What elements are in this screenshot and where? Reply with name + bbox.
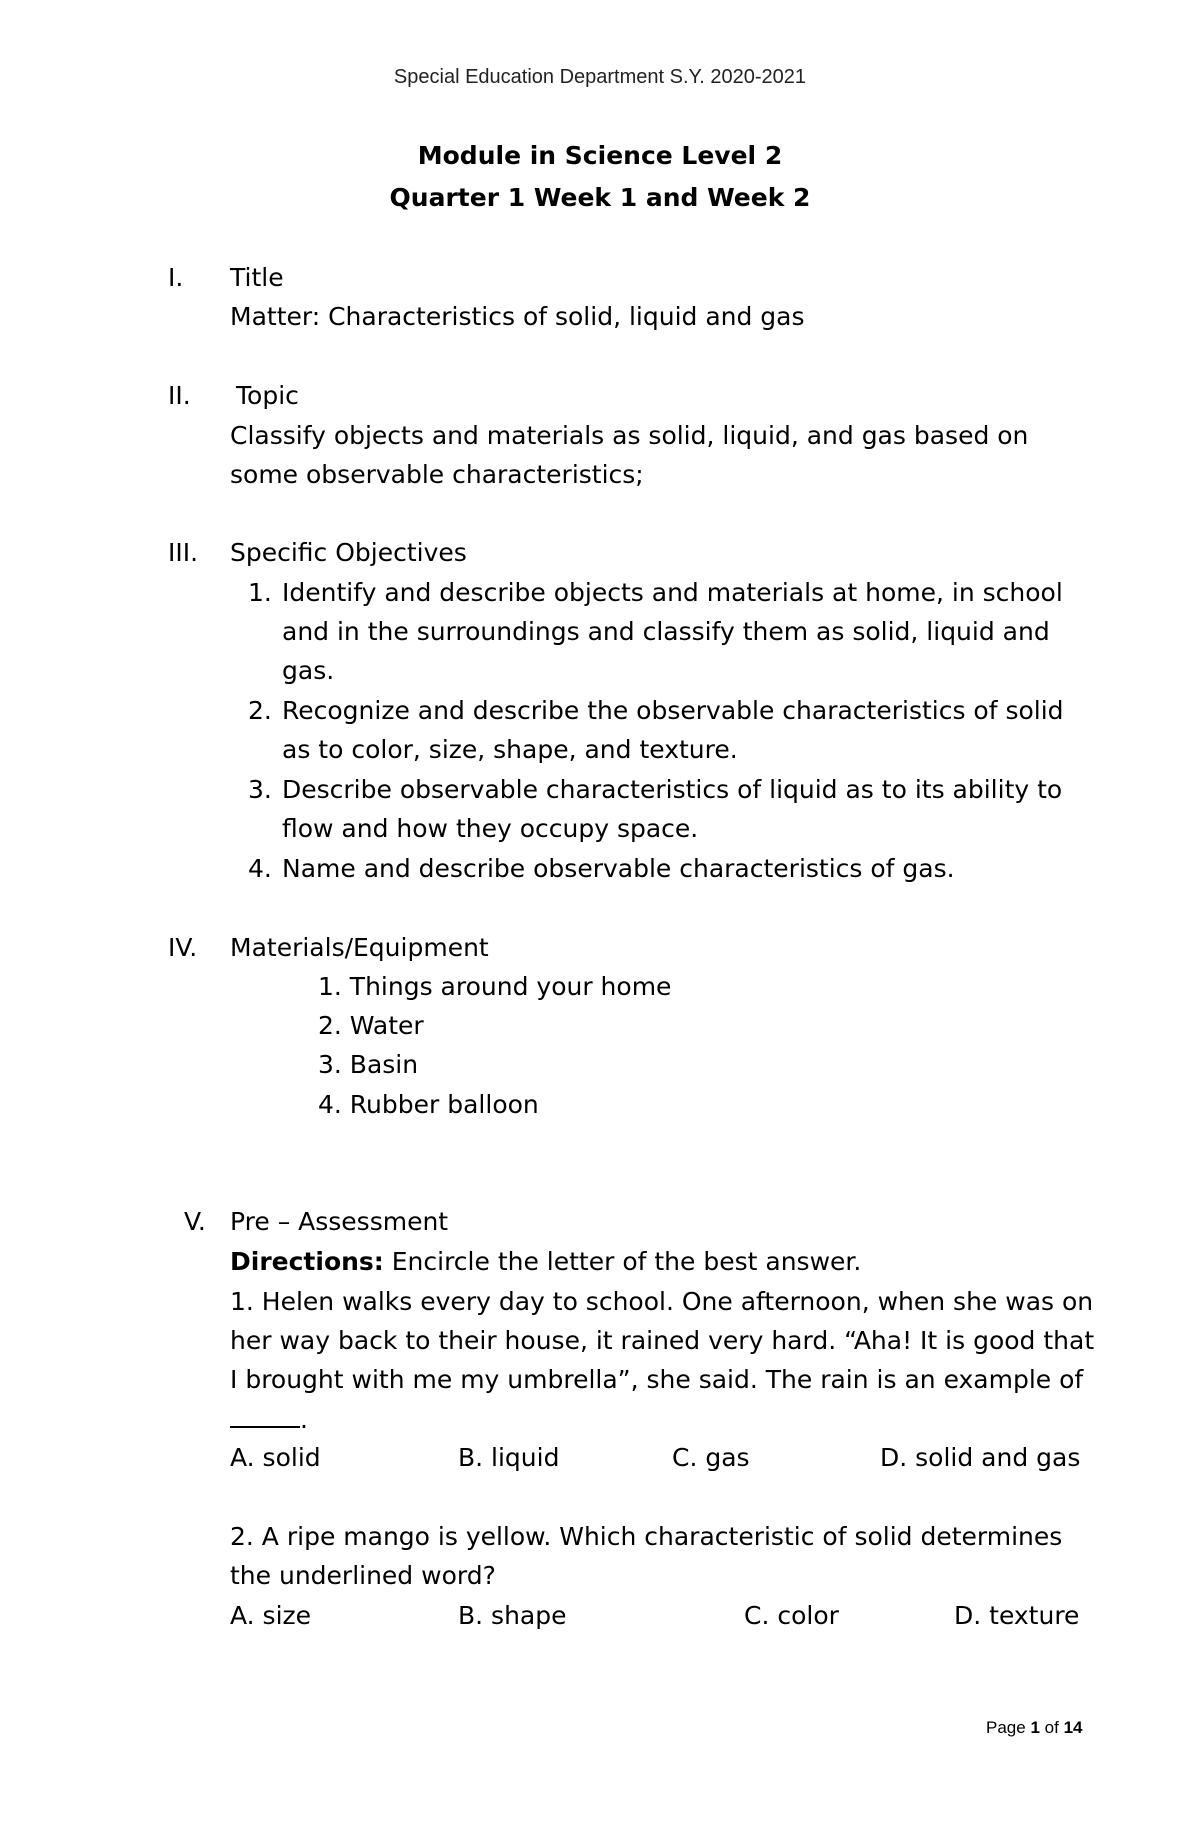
page-header: Special Education Department S.Y. 2020-2021 bbox=[393, 66, 807, 88]
question-1-blank bbox=[230, 1404, 308, 1434]
objective-number: 2. bbox=[248, 696, 272, 725]
q1-option-c: C. gas bbox=[672, 1443, 750, 1472]
section-number: III. bbox=[168, 538, 199, 567]
section-number: II. bbox=[168, 381, 191, 410]
q2-option-d: D. texture bbox=[954, 1601, 1080, 1630]
section-heading-preassessment: Pre – Assessment bbox=[230, 1207, 449, 1236]
section-number: V. bbox=[184, 1207, 206, 1236]
material-item: 3. Basin bbox=[318, 1050, 419, 1079]
topic-line: Classify objects and materials as solid, liquid, and gas based on bbox=[230, 421, 1029, 450]
page-number-footer bbox=[986, 1718, 1082, 1738]
objective-number: 1. bbox=[248, 578, 272, 607]
objective-number: 3. bbox=[248, 775, 272, 804]
objective-line: Identify and describe objects and materials at home, in school bbox=[282, 578, 1063, 607]
objective-line: flow and how they occupy space. bbox=[282, 814, 699, 843]
q2-option-b: B. shape bbox=[458, 1601, 567, 1630]
blank-period: . bbox=[300, 1405, 308, 1434]
question-1-line: I brought with me my umbrella”, she said. The rain is an example of bbox=[230, 1365, 1084, 1394]
page-total: 14 bbox=[1063, 1718, 1083, 1737]
objective-line: Describe observable characteristics of liquid as to its ability to bbox=[282, 775, 1063, 804]
q1-option-b: B. liquid bbox=[458, 1443, 560, 1472]
question-1-line: her way back to their house, it rained very hard. “Aha! It is good that bbox=[230, 1326, 1095, 1355]
q1-option-a: A. solid bbox=[230, 1443, 321, 1472]
section-number: I. bbox=[168, 263, 184, 292]
page-of-label: of bbox=[1044, 1718, 1059, 1737]
material-item: 4. Rubber balloon bbox=[318, 1090, 539, 1119]
directions-text: Encircle the letter of the best answer. bbox=[383, 1247, 862, 1276]
directions-label: Directions: bbox=[230, 1247, 384, 1276]
objective-line: Name and describe observable characteristics of gas. bbox=[282, 854, 955, 883]
objective-number: 4. bbox=[248, 854, 272, 883]
answer-blank bbox=[230, 1404, 300, 1428]
section-heading-materials: Materials/Equipment bbox=[230, 933, 489, 962]
question-2-line: 2. A ripe mango is yellow. Which characteristic of solid determines bbox=[230, 1522, 1063, 1551]
page-current: 1 bbox=[1030, 1718, 1040, 1737]
section-heading-topic: Topic bbox=[236, 381, 299, 410]
q2-option-a: A. size bbox=[230, 1601, 312, 1630]
q1-option-d: D. solid and gas bbox=[880, 1443, 1081, 1472]
title-body: Matter: Characteristics of solid, liquid and gas bbox=[230, 302, 805, 331]
material-item: 1. Things around your home bbox=[318, 972, 672, 1001]
module-title: Module in Science Level 2 bbox=[417, 141, 783, 170]
objective-line: as to color, size, shape, and texture. bbox=[282, 735, 738, 764]
material-item: 2. Water bbox=[318, 1011, 424, 1040]
objective-line: and in the surroundings and classify them as solid, liquid and bbox=[282, 617, 1050, 646]
question-2-line: the underlined word? bbox=[230, 1561, 496, 1590]
q2-option-c: C. color bbox=[744, 1601, 839, 1630]
objective-line: gas. bbox=[282, 656, 335, 685]
question-1-line: 1. Helen walks every day to school. One afternoon, when she was on bbox=[230, 1287, 1094, 1316]
section-number: IV. bbox=[168, 933, 198, 962]
section-heading-title: Title bbox=[230, 263, 284, 292]
topic-line: some observable characteristics; bbox=[230, 460, 644, 489]
page-label: Page bbox=[986, 1718, 1026, 1737]
directions bbox=[230, 1247, 861, 1276]
objective-line: Recognize and describe the observable characteristics of solid bbox=[282, 696, 1064, 725]
module-subtitle: Quarter 1 Week 1 and Week 2 bbox=[389, 183, 811, 212]
section-heading-objectives: Specific Objectives bbox=[230, 538, 467, 567]
